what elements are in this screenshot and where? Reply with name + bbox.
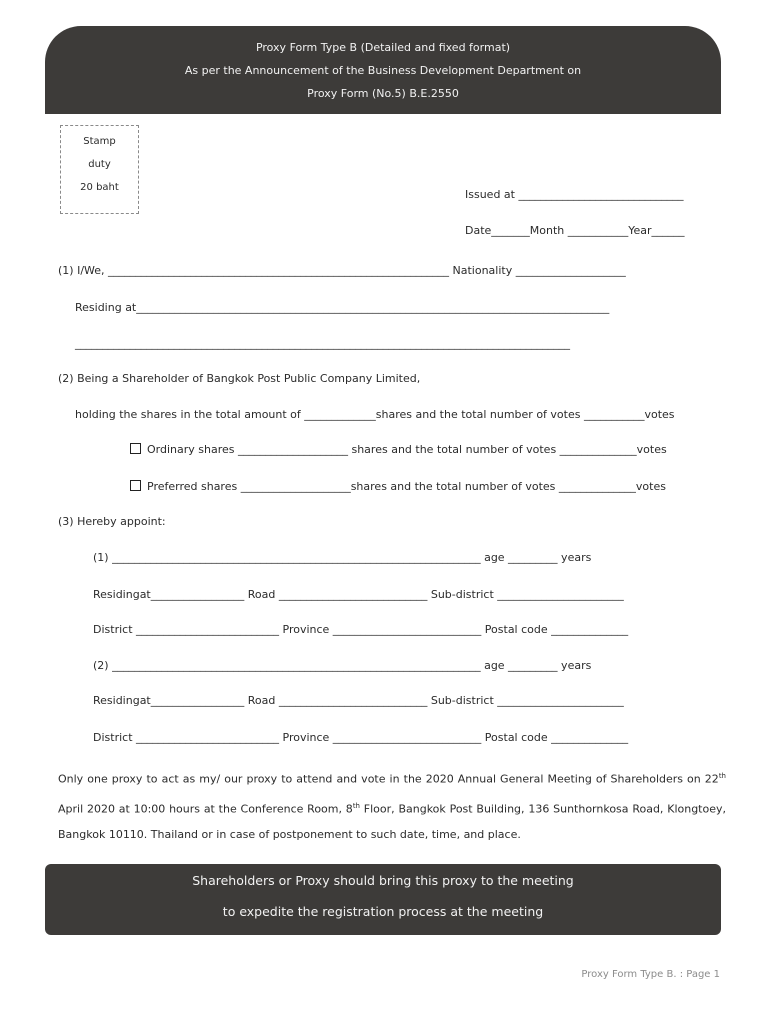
paragraph-part-3: Floor, Bangkok Post Building, 136 Sunthornkosa Road, Klongtoey, Bangkok 10110. Thailand or in case of postponement to such date, time, and place. xyxy=(58,802,727,842)
proxy1-district-field[interactable]: District __________________________ Province ___________________________ Postal code ______________ xyxy=(93,623,629,636)
reminder-line-2: to expedite the registration process at the meeting xyxy=(222,904,544,919)
date-field[interactable]: Date_______Month ___________Year______ xyxy=(465,224,685,237)
holding-shares-field[interactable]: holding the shares in the total amount of _____________shares and the total number of votes ___________votes xyxy=(75,408,675,421)
proxy1-address-field[interactable]: Residingat_________________ Road ___________________________ Sub-district _______________________ xyxy=(93,588,624,601)
paragraph-part-2: April 2020 at 10:00 hours at the Conference Room, 8 xyxy=(58,802,353,816)
stamp-line-2: duty xyxy=(88,159,111,170)
header-line-1: Proxy Form Type B (Detailed and fixed format) xyxy=(255,41,511,54)
proxy1-name-field[interactable]: (1) ___________________________________________________________________ age _________ years xyxy=(93,551,592,564)
stamp-line-1: Stamp xyxy=(83,136,116,147)
header-line-2: As per the Announcement of the Business Development Department on xyxy=(184,64,582,77)
residing-at-continued[interactable]: __________________________________________________________________________________________ xyxy=(75,337,570,350)
proxy2-address-field[interactable]: Residingat_________________ Road ___________________________ Sub-district _______________________ xyxy=(93,694,624,707)
meeting-paragraph xyxy=(58,763,726,848)
ordinal-suffix-1: th xyxy=(718,772,726,780)
issued-at-field[interactable]: Issued at ______________________________ xyxy=(465,188,684,201)
stamp-line-3: 20 baht xyxy=(80,182,119,193)
reminder-line-1: Shareholders or Proxy should bring this proxy to the meeting xyxy=(192,873,574,888)
section2-title: (2) Being a Shareholder of Bangkok Post Public Company Limited, xyxy=(58,372,421,385)
preferred-shares-label: Preferred shares ____________________shares and the total number of votes ______________votes xyxy=(147,480,666,493)
page-number: Proxy Form Type B. : Page 1 xyxy=(581,969,720,980)
ordinary-shares-row xyxy=(130,443,667,456)
paragraph-part-1: Only one proxy to act as my/ our proxy to attend and vote in the 2020 Annual General Meeting of Shareholders on 22 xyxy=(58,772,719,786)
ordinary-shares-label: Ordinary shares ____________________ shares and the total number of votes ______________votes xyxy=(147,443,667,456)
ordinal-suffix-2: th xyxy=(352,801,360,810)
preferred-shares-checkbox[interactable] xyxy=(130,480,141,491)
iwe-field[interactable]: (1) I/We, ______________________________________________________________ Nationality ____________________ xyxy=(58,264,626,277)
form-header xyxy=(45,26,721,114)
proxy2-name-field[interactable]: (2) ___________________________________________________________________ age _________ years xyxy=(93,659,592,672)
ordinary-shares-checkbox[interactable] xyxy=(130,443,141,454)
proxy2-district-field[interactable]: District __________________________ Province ___________________________ Postal code ______________ xyxy=(93,731,629,744)
meeting-reminder-banner xyxy=(45,864,721,935)
stamp-duty-box xyxy=(60,125,139,214)
preferred-shares-row xyxy=(130,480,666,493)
header-line-3: Proxy Form (No.5) B.E.2550 xyxy=(307,87,459,100)
residing-at-field[interactable]: Residing at______________________________________________________________________________________ xyxy=(75,301,610,314)
section3-title: (3) Hereby appoint: xyxy=(58,515,166,528)
